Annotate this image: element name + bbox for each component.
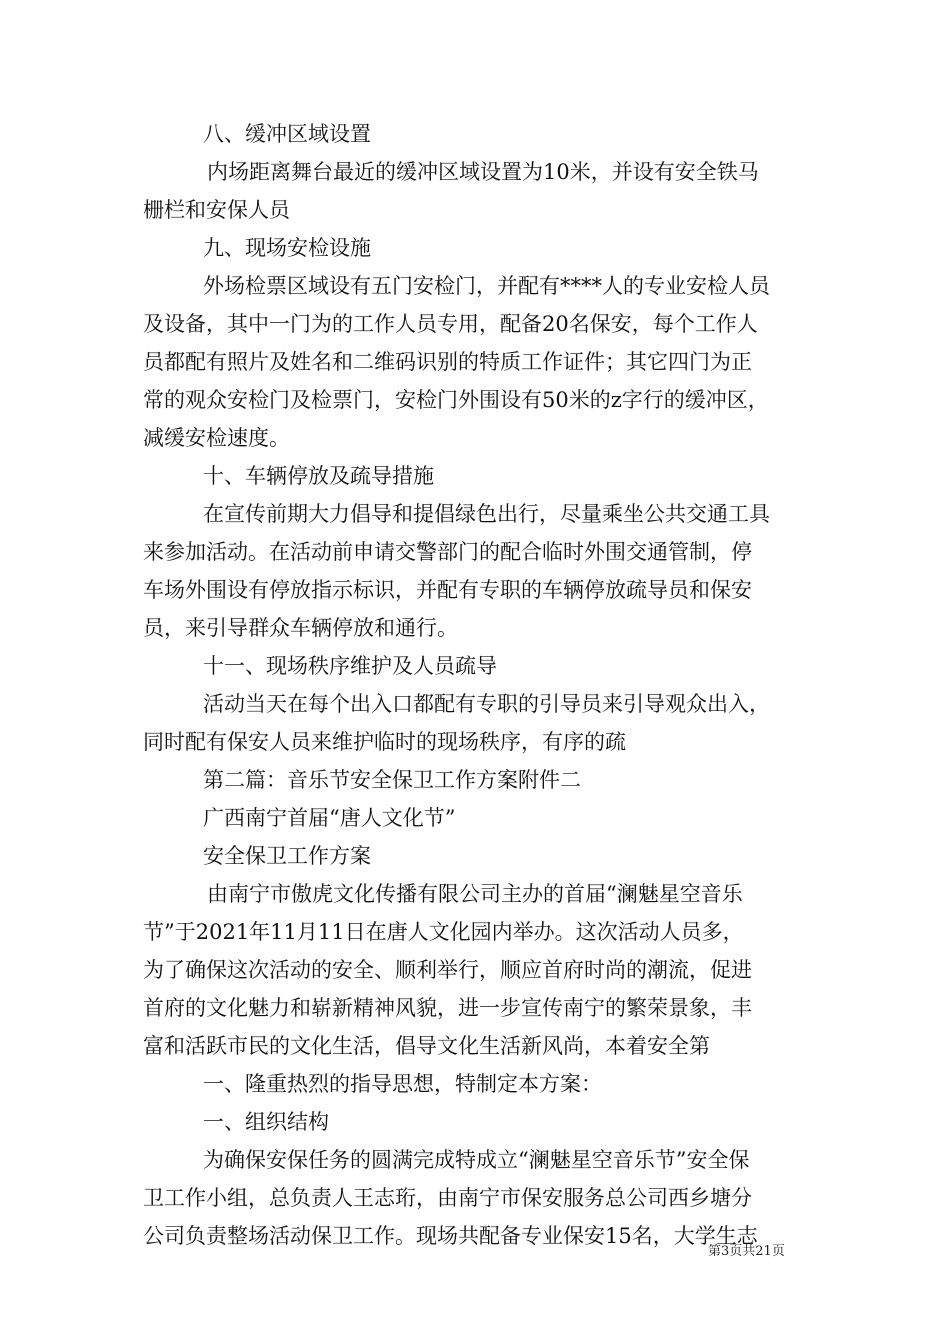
paragraph-line: 富和活跃市民的文化生活，倡导文化生活新风尚，本着安全第 bbox=[143, 1034, 710, 1058]
plan-title: 安全保卫工作方案 bbox=[203, 844, 371, 868]
paragraph-line: 车场外围设有停放指示标识，并配有专职的车辆停放疏导员和保安 bbox=[143, 578, 752, 602]
paragraph-line: 及设备，其中一门为的工作人员专用，配备20名保安，每个工作人 bbox=[143, 312, 758, 336]
paragraph-line: 在宣传前期大力倡导和提倡绿色出行，尽量乘坐公共交通工具 bbox=[203, 502, 770, 526]
heading-vehicle-parking: 十、车辆停放及疏导措施 bbox=[203, 464, 434, 488]
paragraph-line: 内场距离舞台最近的缓冲区域设置为10米，并设有安全铁马 bbox=[207, 160, 759, 184]
paragraph-line: 栅栏和安保人员 bbox=[143, 198, 290, 222]
paragraph-line: 员，来引导群众车辆停放和通行。 bbox=[143, 616, 458, 640]
page-number: 第3页共21页 bbox=[708, 1244, 785, 1259]
paragraph-line: 一、隆重热烈的指导思想，特制定本方案： bbox=[203, 1072, 602, 1096]
paragraph-line: 首府的文化魅力和崭新精神风貌，进一步宣传南宁的繁荣景象，丰 bbox=[143, 996, 752, 1020]
paragraph-line: 公司负责整场活动保卫工作。现场共配备专业保安15名，大学生志 bbox=[143, 1224, 758, 1248]
heading-order-maintenance: 十一、现场秩序维护及人员疏导 bbox=[203, 654, 497, 678]
event-title: 广西南宁首届“唐人文化节” bbox=[203, 806, 456, 830]
paragraph-line: 活动当天在每个出入口都配有专职的引导员来引导观众出入， bbox=[203, 692, 770, 716]
section-title: 第二篇：音乐节安全保卫工作方案附件二 bbox=[203, 768, 581, 792]
paragraph-line: 减缓安检速度。 bbox=[143, 426, 290, 450]
heading-buffer-zone: 八、缓冲区域设置 bbox=[203, 122, 371, 146]
paragraph-line: 外场检票区域设有五门安检门，并配有****人的专业安检人员 bbox=[203, 274, 770, 298]
paragraph-line: 员都配有照片及姓名和二维码识别的特质工作证件；其它四门为正 bbox=[143, 350, 752, 374]
paragraph-line: 同时配有保安人员来维护临时的现场秩序，有序的疏 bbox=[143, 730, 626, 754]
paragraph-line: 常的观众安检门及检票门，安检门外围设有50米的z字行的缓冲区， bbox=[143, 388, 769, 412]
heading-organization: 一、组织结构 bbox=[203, 1110, 329, 1134]
paragraph-line: 由南宁市傲虎文化传播有限公司主办的首届“澜魅星空音乐 bbox=[207, 882, 743, 906]
paragraph-line: 为了确保这次活动的安全、顺利举行，顺应首府时尚的潮流，促进 bbox=[143, 958, 752, 982]
paragraph-line: 卫工作小组，总负责人王志珩，由南宁市保安服务总公司西乡塘分 bbox=[143, 1186, 752, 1210]
paragraph-line: 为确保安保任务的圆满完成特成立“澜魅星空音乐节”安全保 bbox=[203, 1148, 750, 1172]
paragraph-line: 来参加活动。在活动前申请交警部门的配合临时外围交通管制，停 bbox=[143, 540, 752, 564]
paragraph-line: 节”于2021年11月11日在唐人文化园内举办。这次活动人员多， bbox=[143, 920, 744, 944]
heading-security-check: 九、现场安检设施 bbox=[203, 236, 371, 260]
